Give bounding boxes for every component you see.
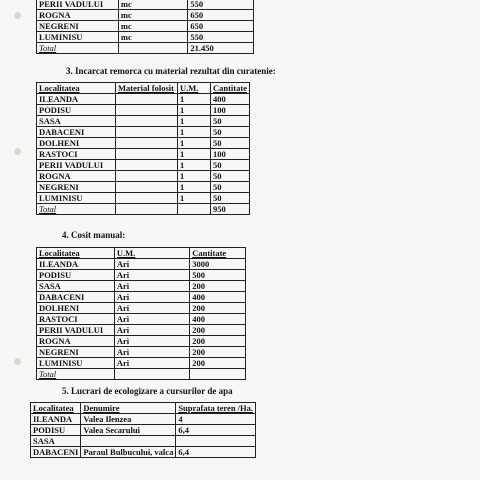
table-cell: NEGRENI <box>37 21 119 32</box>
table-row <box>37 314 246 325</box>
table-cell: NEGRENI <box>37 347 115 358</box>
table-row <box>37 105 250 116</box>
table-cell: 50 <box>210 138 249 149</box>
table-cell: Ari <box>114 325 189 336</box>
table-cell: Paraul Bulbucului, valca <box>81 447 176 458</box>
table-ecologizare <box>30 402 256 458</box>
table-cell: Total <box>37 204 116 215</box>
table-cell: 4 <box>176 414 256 425</box>
table-cell: ILEANDA <box>37 94 116 105</box>
table-cell: 400 <box>210 94 249 105</box>
table-cell: Ari <box>114 314 189 325</box>
table-cell: PERII VADULUI <box>37 160 116 171</box>
table-cell: 200 <box>190 281 246 292</box>
table-row <box>37 193 250 204</box>
section-5-heading: 5. Lucrari de ecologizare a cursurilor de apa <box>62 386 233 396</box>
table-cell <box>116 171 178 182</box>
punch-hole <box>14 148 21 155</box>
column-header: U.M. <box>177 83 210 94</box>
table-row <box>37 160 250 171</box>
column-header: Material folosit <box>116 83 178 94</box>
table-cell: Ari <box>114 303 189 314</box>
table-cell: 200 <box>190 358 246 369</box>
table-cell: RASTOCI <box>37 149 116 160</box>
section-3-heading: 3. Incarcat remorca cu material rezultat din curatenie: <box>66 66 276 76</box>
table-cell <box>116 116 178 127</box>
header-row <box>31 403 256 414</box>
table-row <box>37 270 246 281</box>
table-cell: Ari <box>114 281 189 292</box>
table-row <box>37 127 250 138</box>
table-cell: 50 <box>210 182 249 193</box>
table-cell: 200 <box>190 303 246 314</box>
table-cell: 200 <box>190 336 246 347</box>
table-row <box>37 281 246 292</box>
table-cell: 1 <box>177 94 210 105</box>
table-cell: 550 <box>188 0 254 10</box>
table-row <box>37 149 250 160</box>
table-cell: 6,4 <box>176 425 256 436</box>
table-cell: 1 <box>177 105 210 116</box>
table-cell: PODISU <box>31 425 81 436</box>
table-cell: ILEANDA <box>31 414 81 425</box>
table-cell: mc <box>118 32 187 43</box>
table-cell: 950 <box>210 204 249 215</box>
table-row <box>37 369 246 380</box>
table-cell <box>116 127 178 138</box>
table-cell <box>116 138 178 149</box>
table-cell: Total <box>37 43 119 54</box>
table-cell <box>176 436 256 447</box>
table-cell: 1 <box>177 138 210 149</box>
table-row <box>37 182 250 193</box>
table-cell: 1 <box>177 193 210 204</box>
table-cell: PERII VADULUI <box>37 325 115 336</box>
header-row <box>37 83 250 94</box>
table-row <box>31 447 256 458</box>
table-row <box>37 303 246 314</box>
column-header: Localitatea <box>37 83 116 94</box>
table-cell <box>116 149 178 160</box>
table-cell: LUMINISU <box>37 358 115 369</box>
table-row <box>37 116 250 127</box>
table-cell: 50 <box>210 127 249 138</box>
punch-hole <box>14 12 21 19</box>
table-cell: 200 <box>190 325 246 336</box>
column-header: Cantitate <box>210 83 249 94</box>
table-cell: SASA <box>37 281 115 292</box>
table-cell <box>118 43 187 54</box>
table-cell: DOLHENI <box>37 303 115 314</box>
table-row <box>37 358 246 369</box>
table-cell <box>116 160 178 171</box>
table-cell <box>116 182 178 193</box>
table-cell <box>177 204 210 215</box>
table-cell <box>116 193 178 204</box>
table-cell: SASA <box>31 436 81 447</box>
table-cell: DABACENI <box>37 292 115 303</box>
table-cell: 100 <box>210 105 249 116</box>
column-header: Denumire <box>81 403 176 414</box>
table-cell: Valea Ilenzea <box>81 414 176 425</box>
table-cosit-manual <box>36 247 246 380</box>
table-cell: Ari <box>114 270 189 281</box>
column-header: Cantitate <box>190 248 246 259</box>
table-cell: 50 <box>210 193 249 204</box>
table-cell: Ari <box>114 336 189 347</box>
table-cell: 200 <box>190 347 246 358</box>
table-cell: 1 <box>177 149 210 160</box>
table-cell <box>81 436 176 447</box>
table-cell: 1 <box>177 182 210 193</box>
table-cell: mc <box>118 10 187 21</box>
table-cell: 550 <box>188 32 254 43</box>
table-cell: Valea Secarului <box>81 425 176 436</box>
table-cell: 50 <box>210 116 249 127</box>
table-row <box>31 436 256 447</box>
table-cell: ROGNA <box>37 336 115 347</box>
table-cell: DOLHENI <box>37 138 116 149</box>
table-row <box>37 171 250 182</box>
table-cell <box>116 105 178 116</box>
table-cell: ROGNA <box>37 10 119 21</box>
section-4-heading: 4. Cosit manual: <box>62 230 126 240</box>
table-cell: Ari <box>114 292 189 303</box>
punch-hole <box>14 358 21 365</box>
header-row <box>37 248 246 259</box>
table-cell: PERII VADULUI <box>37 0 119 10</box>
table-cell <box>190 369 246 380</box>
table-cell: Ari <box>114 347 189 358</box>
table-cell: 50 <box>210 160 249 171</box>
table-cell: LUMINISU <box>37 32 119 43</box>
table-cell: mc <box>118 21 187 32</box>
table-cell: 21.450 <box>188 43 254 54</box>
table-remorca <box>36 82 250 215</box>
table-row <box>37 21 254 32</box>
column-header: Localitatea <box>31 403 81 414</box>
table-cell: PODISU <box>37 270 115 281</box>
table-cell: 1 <box>177 127 210 138</box>
table-row <box>37 0 254 10</box>
table-cell: NEGRENI <box>37 182 116 193</box>
column-header: U.M. <box>114 248 189 259</box>
table-row <box>37 204 250 215</box>
table-row <box>37 94 250 105</box>
table-row <box>31 414 256 425</box>
table-cell <box>116 94 178 105</box>
table-row <box>37 32 254 43</box>
column-header: Suprafata teren /Ha. <box>176 403 256 414</box>
table-cell: 1 <box>177 171 210 182</box>
table-continuation <box>36 0 254 54</box>
table-cell: DABACENI <box>31 447 81 458</box>
table-cell: 650 <box>188 10 254 21</box>
table-cell: 50 <box>210 171 249 182</box>
table-cell <box>116 204 178 215</box>
table-cell: 500 <box>190 270 246 281</box>
table-cell: Total <box>37 369 115 380</box>
table-cell: Ari <box>114 358 189 369</box>
column-header: Localitatea <box>37 248 115 259</box>
table-cell: 650 <box>188 21 254 32</box>
table-row <box>37 347 246 358</box>
table-cell: 6,4 <box>176 447 256 458</box>
table-cell: Ari <box>114 259 189 270</box>
table-cell: PODISU <box>37 105 116 116</box>
table-row <box>37 138 250 149</box>
table-row <box>37 292 246 303</box>
table-row <box>37 10 254 21</box>
table-cell: LUMINISU <box>37 193 116 204</box>
table-row <box>31 425 256 436</box>
table-cell: SASA <box>37 116 116 127</box>
table-cell: 1 <box>177 116 210 127</box>
table-cell: ROGNA <box>37 171 116 182</box>
table-cell: RASTOCI <box>37 314 115 325</box>
table-cell: 100 <box>210 149 249 160</box>
table-cell: DABACENI <box>37 127 116 138</box>
table-cell: 1 <box>177 160 210 171</box>
table-cell: 400 <box>190 292 246 303</box>
table-row <box>37 43 254 54</box>
table-row <box>37 325 246 336</box>
table-cell: mc <box>118 0 187 10</box>
table-cell: ILEANDA <box>37 259 115 270</box>
table-row <box>37 259 246 270</box>
table-cell: 400 <box>190 314 246 325</box>
table-cell <box>114 369 189 380</box>
table-cell: 3000 <box>190 259 246 270</box>
table-row <box>37 336 246 347</box>
